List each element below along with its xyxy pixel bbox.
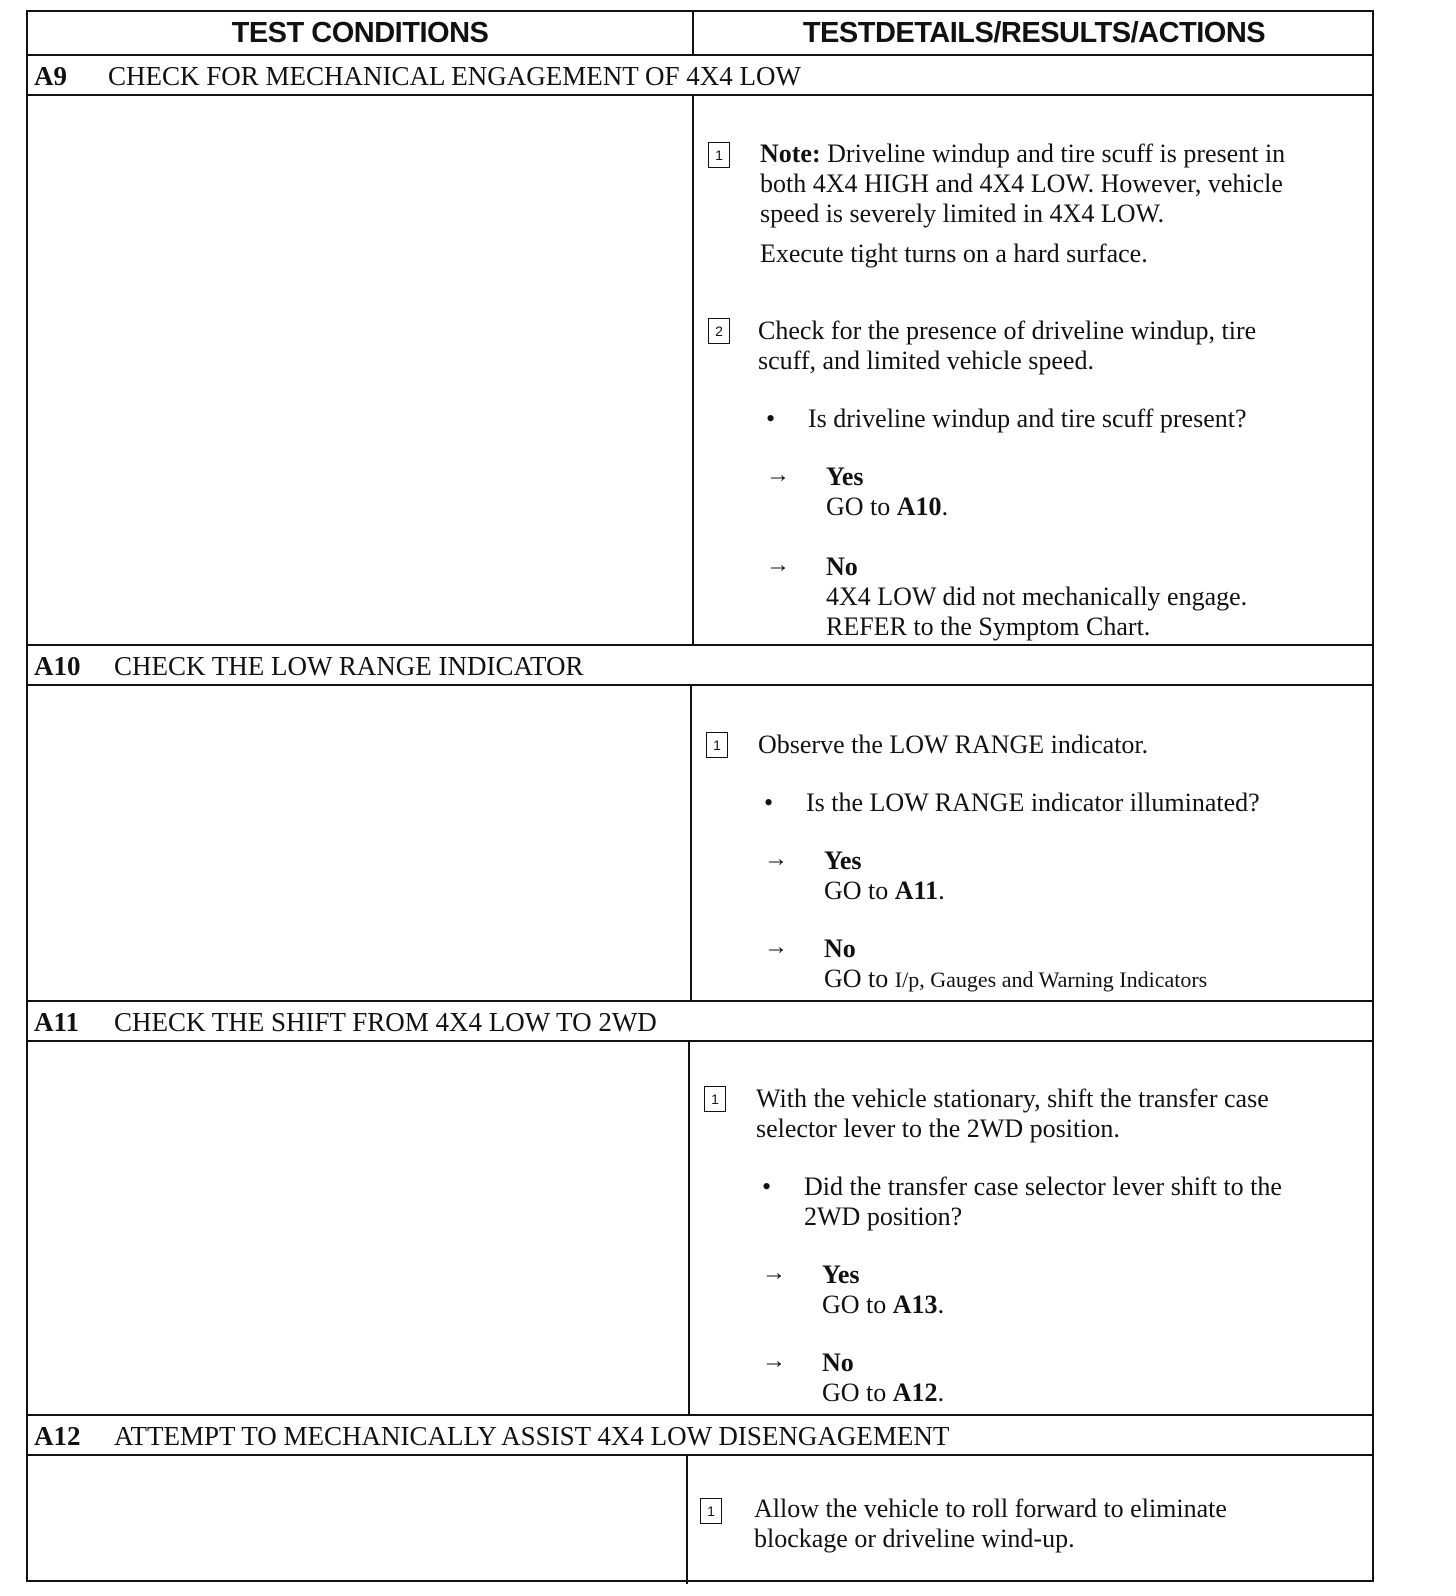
- go-to-text: GO to: [822, 1378, 887, 1407]
- arrow-right-icon: →: [766, 552, 790, 578]
- text-line: blockage or driveline wind-up.: [754, 1524, 1075, 1553]
- arrow-right-icon: →: [762, 1260, 786, 1286]
- text-line: With the vehicle stationary, shift the transfer case: [756, 1084, 1269, 1113]
- column-divider-a11: [688, 1040, 690, 1414]
- no-label: No: [824, 934, 856, 963]
- note-label: Note:: [760, 139, 821, 168]
- period: .: [938, 876, 945, 905]
- step-number-box: 1: [700, 1498, 722, 1524]
- arrow-right-icon: →: [764, 934, 788, 960]
- a9-step1-text: [760, 139, 1360, 269]
- section-title: CHECK FOR MECHANICAL ENGAGEMENT OF 4X4 LOW: [108, 60, 801, 91]
- period: .: [941, 492, 949, 521]
- go-to-text: GO to: [824, 876, 889, 905]
- a10-no-result: [824, 934, 1207, 995]
- period: .: [937, 1290, 945, 1319]
- no-label: No: [822, 1348, 854, 1377]
- section-a10-title: [28, 646, 1372, 686]
- a10-step1-text: Observe the LOW RANGE indicator.: [758, 730, 1149, 759]
- bullet-icon: •: [766, 404, 776, 433]
- go-to-text: GO to: [822, 1290, 887, 1319]
- section-id: A9: [34, 60, 67, 91]
- a11-yes-result: [822, 1260, 944, 1320]
- column-divider-a9: [692, 94, 694, 644]
- section-title: CHECK THE SHIFT FROM 4X4 LOW TO 2WD: [114, 1006, 657, 1037]
- text-line: Did the transfer case selector lever shift to the: [804, 1172, 1282, 1201]
- a9-step2-text: [758, 316, 1358, 376]
- arrow-right-icon: →: [766, 462, 790, 488]
- a10-yes-result: [824, 846, 945, 906]
- section-a12-title: [28, 1416, 1372, 1456]
- text-line: both 4X4 HIGH and 4X4 LOW. However, vehicle: [760, 169, 1283, 198]
- go-to-text: GO to: [826, 492, 891, 521]
- period: .: [937, 1378, 945, 1407]
- go-to-target: A12: [892, 1378, 938, 1407]
- yes-label: Yes: [822, 1260, 860, 1289]
- section-a9-title: [28, 56, 1372, 96]
- a11-step1-text: [756, 1084, 1366, 1144]
- diagnostic-table: [26, 10, 1374, 1582]
- section-title: ATTEMPT TO MECHANICALLY ASSIST 4X4 LOW DISENGAGEMENT: [114, 1420, 950, 1451]
- text-line: 4X4 LOW did not mechanically engage.: [826, 582, 1248, 611]
- step-number-box: 1: [704, 1086, 726, 1112]
- arrow-right-icon: →: [764, 846, 788, 872]
- yes-label: Yes: [824, 846, 862, 875]
- step-number-box: 2: [708, 318, 730, 344]
- text-line: selector lever to the 2WD position.: [756, 1114, 1120, 1143]
- go-to-target: A13: [892, 1290, 938, 1319]
- bullet-icon: •: [762, 1172, 772, 1201]
- header-test-details: TESTDETAILS/RESULTS/ACTIONS: [802, 16, 1266, 49]
- a10-question: Is the LOW RANGE indicator illuminated?: [806, 788, 1260, 817]
- column-divider-a10: [690, 684, 692, 1000]
- a11-no-result: [822, 1348, 944, 1408]
- go-to-target: A11: [894, 876, 939, 905]
- go-to-target: I/p, Gauges and Warning Indicators: [894, 967, 1208, 992]
- text-line: Allow the vehicle to roll forward to eliminate: [754, 1494, 1227, 1523]
- step-number-box: 1: [706, 732, 728, 758]
- section-a11-title: [28, 1002, 1372, 1042]
- section-id: A12: [34, 1420, 81, 1451]
- step-number-box: 1: [708, 142, 730, 168]
- no-label: No: [826, 552, 858, 581]
- go-to-target: A10: [896, 492, 942, 521]
- text-line: scuff, and limited vehicle speed.: [758, 346, 1094, 375]
- text-line: Execute tight turns on a hard surface.: [760, 239, 1148, 268]
- yes-label: Yes: [826, 462, 864, 491]
- section-id: A11: [34, 1006, 80, 1037]
- section-id: A10: [34, 650, 81, 681]
- text-line: Check for the presence of driveline windup, tire: [758, 316, 1257, 345]
- text-line: 2WD position?: [804, 1202, 963, 1231]
- bullet-icon: •: [764, 788, 774, 817]
- a12-step1-text: [754, 1494, 1364, 1554]
- text-line: REFER to the Symptom Chart.: [826, 612, 1151, 641]
- a9-no-result: [826, 552, 1247, 642]
- text-line: Driveline windup and tire scuff is present in: [827, 139, 1286, 168]
- a9-question: Is driveline windup and tire scuff present?: [808, 404, 1247, 433]
- header-test-conditions: TEST CONDITIONS: [231, 16, 489, 49]
- section-title: CHECK THE LOW RANGE INDICATOR: [114, 650, 584, 681]
- a11-question: [804, 1172, 1282, 1232]
- text-line: speed is severely limited in 4X4 LOW.: [760, 199, 1165, 228]
- arrow-right-icon: →: [762, 1348, 786, 1374]
- go-to-text: GO to: [824, 964, 889, 993]
- column-divider-a12: [686, 1454, 688, 1584]
- a9-yes-result: [826, 462, 948, 522]
